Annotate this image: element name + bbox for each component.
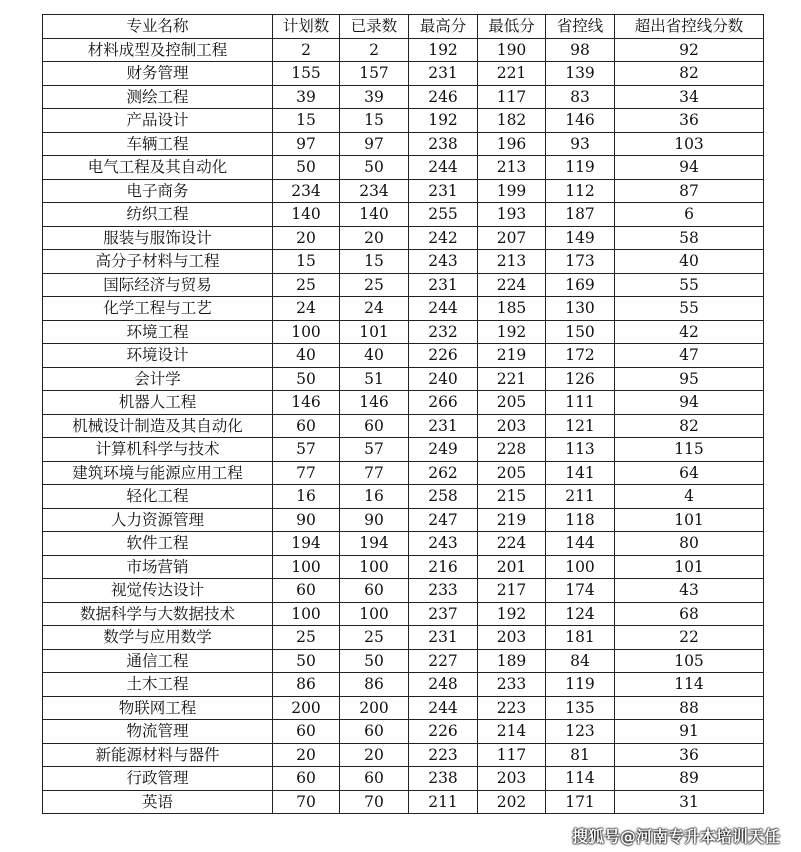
- header-min-score: 最低分: [478, 15, 546, 39]
- cell-admitted-count: 50: [340, 649, 409, 673]
- table-row: [43, 156, 764, 180]
- cell-major-name: 人力资源管理: [43, 508, 273, 532]
- cell-min-score: 215: [478, 485, 546, 509]
- cell-major-name: 英语: [43, 790, 273, 814]
- cell-provincial-line: 146: [546, 109, 615, 133]
- cell-plan-count: 15: [273, 250, 340, 274]
- cell-plan-count: 200: [273, 696, 340, 720]
- cell-provincial-line: 139: [546, 62, 615, 86]
- cell-above-line-score: 94: [615, 156, 764, 180]
- table-row: [43, 767, 764, 791]
- cell-above-line-score: 36: [615, 109, 764, 133]
- cell-above-line-score: 6: [615, 203, 764, 227]
- cell-admitted-count: 24: [340, 297, 409, 321]
- cell-provincial-line: 141: [546, 461, 615, 485]
- cell-max-score: 244: [409, 156, 478, 180]
- table-row: [43, 461, 764, 485]
- cell-max-score: 238: [409, 132, 478, 156]
- table-row: [43, 626, 764, 650]
- table-row: [43, 414, 764, 438]
- cell-admitted-count: 60: [340, 414, 409, 438]
- cell-plan-count: 24: [273, 297, 340, 321]
- header-row: [43, 15, 764, 39]
- table-row: [43, 743, 764, 767]
- cell-admitted-count: 140: [340, 203, 409, 227]
- cell-plan-count: 100: [273, 555, 340, 579]
- cell-admitted-count: 60: [340, 767, 409, 791]
- cell-above-line-score: 101: [615, 508, 764, 532]
- cell-provincial-line: 83: [546, 85, 615, 109]
- cell-max-score: 231: [409, 626, 478, 650]
- cell-provincial-line: 211: [546, 485, 615, 509]
- cell-above-line-score: 55: [615, 273, 764, 297]
- table-row: [43, 649, 764, 673]
- cell-plan-count: 86: [273, 673, 340, 697]
- cell-min-score: 190: [478, 38, 546, 62]
- header-max-score: 最高分: [409, 15, 478, 39]
- cell-plan-count: 100: [273, 320, 340, 344]
- cell-plan-count: 60: [273, 414, 340, 438]
- cell-max-score: 243: [409, 250, 478, 274]
- cell-major-name: 数学与应用数学: [43, 626, 273, 650]
- cell-provincial-line: 118: [546, 508, 615, 532]
- cell-plan-count: 60: [273, 579, 340, 603]
- cell-above-line-score: 103: [615, 132, 764, 156]
- cell-provincial-line: 135: [546, 696, 615, 720]
- table-row: [43, 297, 764, 321]
- cell-min-score: 117: [478, 85, 546, 109]
- cell-above-line-score: 42: [615, 320, 764, 344]
- cell-provincial-line: 113: [546, 438, 615, 462]
- cell-plan-count: 20: [273, 743, 340, 767]
- cell-plan-count: 25: [273, 626, 340, 650]
- cell-above-line-score: 43: [615, 579, 764, 603]
- cell-min-score: 203: [478, 767, 546, 791]
- cell-max-score: 248: [409, 673, 478, 697]
- cell-major-name: 土木工程: [43, 673, 273, 697]
- cell-min-score: 224: [478, 532, 546, 556]
- cell-provincial-line: 93: [546, 132, 615, 156]
- cell-provincial-line: 100: [546, 555, 615, 579]
- cell-max-score: 240: [409, 367, 478, 391]
- table-row: [43, 38, 764, 62]
- cell-admitted-count: 51: [340, 367, 409, 391]
- table-row: [43, 696, 764, 720]
- cell-provincial-line: 150: [546, 320, 615, 344]
- cell-provincial-line: 121: [546, 414, 615, 438]
- cell-admitted-count: 25: [340, 626, 409, 650]
- cell-major-name: 机器人工程: [43, 391, 273, 415]
- cell-major-name: 环境设计: [43, 344, 273, 368]
- table-row: [43, 391, 764, 415]
- cell-min-score: 221: [478, 367, 546, 391]
- cell-provincial-line: 173: [546, 250, 615, 274]
- cell-min-score: 203: [478, 414, 546, 438]
- table-row: [43, 367, 764, 391]
- cell-above-line-score: 40: [615, 250, 764, 274]
- cell-max-score: 216: [409, 555, 478, 579]
- cell-admitted-count: 40: [340, 344, 409, 368]
- cell-min-score: 199: [478, 179, 546, 203]
- cell-admitted-count: 60: [340, 579, 409, 603]
- cell-above-line-score: 64: [615, 461, 764, 485]
- table-row: [43, 62, 764, 86]
- cell-min-score: 205: [478, 461, 546, 485]
- cell-max-score: 192: [409, 109, 478, 133]
- table-row: [43, 85, 764, 109]
- header-above-line-score: 超出省控线分数: [615, 15, 764, 39]
- cell-min-score: 202: [478, 790, 546, 814]
- cell-above-line-score: 82: [615, 62, 764, 86]
- cell-max-score: 231: [409, 273, 478, 297]
- cell-above-line-score: 101: [615, 555, 764, 579]
- cell-min-score: 192: [478, 602, 546, 626]
- cell-admitted-count: 97: [340, 132, 409, 156]
- cell-provincial-line: 174: [546, 579, 615, 603]
- cell-admitted-count: 16: [340, 485, 409, 509]
- cell-above-line-score: 82: [615, 414, 764, 438]
- cell-admitted-count: 100: [340, 555, 409, 579]
- cell-major-name: 财务管理: [43, 62, 273, 86]
- header-provincial-line: 省控线: [546, 15, 615, 39]
- table-row: [43, 555, 764, 579]
- cell-provincial-line: 119: [546, 673, 615, 697]
- cell-admitted-count: 70: [340, 790, 409, 814]
- cell-major-name: 测绘工程: [43, 85, 273, 109]
- cell-admitted-count: 15: [340, 109, 409, 133]
- cell-above-line-score: 92: [615, 38, 764, 62]
- cell-major-name: 机械设计制造及其自动化: [43, 414, 273, 438]
- table-row: [43, 720, 764, 744]
- cell-major-name: 电子商务: [43, 179, 273, 203]
- cell-max-score: 226: [409, 720, 478, 744]
- cell-major-name: 新能源材料与器件: [43, 743, 273, 767]
- cell-major-name: 通信工程: [43, 649, 273, 673]
- cell-plan-count: 15: [273, 109, 340, 133]
- cell-above-line-score: 22: [615, 626, 764, 650]
- cell-provincial-line: 84: [546, 649, 615, 673]
- cell-max-score: 246: [409, 85, 478, 109]
- cell-plan-count: 140: [273, 203, 340, 227]
- cell-plan-count: 77: [273, 461, 340, 485]
- table-row: [43, 508, 764, 532]
- header-admitted-count: 已录数: [340, 15, 409, 39]
- cell-plan-count: 90: [273, 508, 340, 532]
- cell-provincial-line: 187: [546, 203, 615, 227]
- cell-plan-count: 16: [273, 485, 340, 509]
- cell-admitted-count: 86: [340, 673, 409, 697]
- cell-min-score: 213: [478, 156, 546, 180]
- table-row: [43, 602, 764, 626]
- cell-plan-count: 146: [273, 391, 340, 415]
- cell-major-name: 建筑环境与能源应用工程: [43, 461, 273, 485]
- cell-admitted-count: 200: [340, 696, 409, 720]
- cell-max-score: 238: [409, 767, 478, 791]
- cell-plan-count: 39: [273, 85, 340, 109]
- cell-plan-count: 60: [273, 767, 340, 791]
- cell-above-line-score: 105: [615, 649, 764, 673]
- cell-above-line-score: 115: [615, 438, 764, 462]
- cell-min-score: 221: [478, 62, 546, 86]
- cell-major-name: 物流管理: [43, 720, 273, 744]
- cell-plan-count: 97: [273, 132, 340, 156]
- cell-plan-count: 155: [273, 62, 340, 86]
- cell-provincial-line: 112: [546, 179, 615, 203]
- cell-provincial-line: 81: [546, 743, 615, 767]
- cell-max-score: 227: [409, 649, 478, 673]
- table-row: [43, 579, 764, 603]
- cell-admitted-count: 90: [340, 508, 409, 532]
- cell-provincial-line: 130: [546, 297, 615, 321]
- cell-min-score: 219: [478, 344, 546, 368]
- cell-min-score: 185: [478, 297, 546, 321]
- cell-above-line-score: 4: [615, 485, 764, 509]
- cell-above-line-score: 55: [615, 297, 764, 321]
- cell-min-score: 189: [478, 649, 546, 673]
- cell-max-score: 258: [409, 485, 478, 509]
- cell-max-score: 231: [409, 62, 478, 86]
- cell-plan-count: 20: [273, 226, 340, 250]
- cell-above-line-score: 88: [615, 696, 764, 720]
- cell-above-line-score: 34: [615, 85, 764, 109]
- table-row: [43, 485, 764, 509]
- cell-min-score: 182: [478, 109, 546, 133]
- cell-major-name: 高分子材料与工程: [43, 250, 273, 274]
- cell-provincial-line: 126: [546, 367, 615, 391]
- cell-above-line-score: 114: [615, 673, 764, 697]
- cell-above-line-score: 87: [615, 179, 764, 203]
- cell-min-score: 233: [478, 673, 546, 697]
- cell-major-name: 环境工程: [43, 320, 273, 344]
- cell-max-score: 231: [409, 414, 478, 438]
- cell-max-score: 255: [409, 203, 478, 227]
- cell-max-score: 242: [409, 226, 478, 250]
- cell-major-name: 软件工程: [43, 532, 273, 556]
- cell-plan-count: 57: [273, 438, 340, 462]
- cell-above-line-score: 68: [615, 602, 764, 626]
- cell-max-score: 266: [409, 391, 478, 415]
- cell-major-name: 会计学: [43, 367, 273, 391]
- cell-admitted-count: 194: [340, 532, 409, 556]
- cell-major-name: 纺织工程: [43, 203, 273, 227]
- cell-major-name: 化学工程与工艺: [43, 297, 273, 321]
- cell-min-score: 201: [478, 555, 546, 579]
- cell-admitted-count: 15: [340, 250, 409, 274]
- cell-above-line-score: 47: [615, 344, 764, 368]
- cell-admitted-count: 60: [340, 720, 409, 744]
- cell-min-score: 228: [478, 438, 546, 462]
- watermark: 搜狐号@河南专升本培训天任: [572, 827, 781, 846]
- cell-plan-count: 194: [273, 532, 340, 556]
- cell-admitted-count: 146: [340, 391, 409, 415]
- cell-min-score: 224: [478, 273, 546, 297]
- cell-min-score: 214: [478, 720, 546, 744]
- cell-admitted-count: 101: [340, 320, 409, 344]
- cell-plan-count: 50: [273, 367, 340, 391]
- cell-major-name: 视觉传达设计: [43, 579, 273, 603]
- cell-major-name: 产品设计: [43, 109, 273, 133]
- admission-score-table: [42, 14, 764, 814]
- cell-major-name: 行政管理: [43, 767, 273, 791]
- table-row: [43, 273, 764, 297]
- cell-major-name: 服装与服饰设计: [43, 226, 273, 250]
- cell-admitted-count: 39: [340, 85, 409, 109]
- cell-admitted-count: 157: [340, 62, 409, 86]
- table-row: [43, 344, 764, 368]
- cell-min-score: 117: [478, 743, 546, 767]
- cell-max-score: 226: [409, 344, 478, 368]
- cell-provincial-line: 169: [546, 273, 615, 297]
- cell-provincial-line: 172: [546, 344, 615, 368]
- cell-admitted-count: 25: [340, 273, 409, 297]
- cell-max-score: 244: [409, 696, 478, 720]
- cell-max-score: 249: [409, 438, 478, 462]
- cell-provincial-line: 114: [546, 767, 615, 791]
- cell-plan-count: 100: [273, 602, 340, 626]
- cell-above-line-score: 58: [615, 226, 764, 250]
- table-row: [43, 673, 764, 697]
- cell-plan-count: 2: [273, 38, 340, 62]
- cell-above-line-score: 91: [615, 720, 764, 744]
- cell-plan-count: 50: [273, 649, 340, 673]
- cell-above-line-score: 36: [615, 743, 764, 767]
- cell-plan-count: 234: [273, 179, 340, 203]
- cell-major-name: 物联网工程: [43, 696, 273, 720]
- cell-provincial-line: 181: [546, 626, 615, 650]
- cell-plan-count: 50: [273, 156, 340, 180]
- table-row: [43, 179, 764, 203]
- cell-admitted-count: 100: [340, 602, 409, 626]
- cell-above-line-score: 31: [615, 790, 764, 814]
- table-row: [43, 790, 764, 814]
- cell-admitted-count: 20: [340, 743, 409, 767]
- cell-major-name: 国际经济与贸易: [43, 273, 273, 297]
- cell-max-score: 243: [409, 532, 478, 556]
- header-plan-count: 计划数: [273, 15, 340, 39]
- cell-min-score: 192: [478, 320, 546, 344]
- table-row: [43, 109, 764, 133]
- cell-provincial-line: 98: [546, 38, 615, 62]
- cell-major-name: 电气工程及其自动化: [43, 156, 273, 180]
- cell-major-name: 市场营销: [43, 555, 273, 579]
- cell-max-score: 223: [409, 743, 478, 767]
- cell-provincial-line: 124: [546, 602, 615, 626]
- table-row: [43, 532, 764, 556]
- cell-provincial-line: 111: [546, 391, 615, 415]
- cell-min-score: 205: [478, 391, 546, 415]
- cell-admitted-count: 77: [340, 461, 409, 485]
- table-row: [43, 132, 764, 156]
- cell-admitted-count: 2: [340, 38, 409, 62]
- cell-max-score: 233: [409, 579, 478, 603]
- cell-min-score: 203: [478, 626, 546, 650]
- cell-plan-count: 60: [273, 720, 340, 744]
- cell-max-score: 192: [409, 38, 478, 62]
- cell-major-name: 材料成型及控制工程: [43, 38, 273, 62]
- table-row: [43, 320, 764, 344]
- cell-plan-count: 40: [273, 344, 340, 368]
- cell-above-line-score: 94: [615, 391, 764, 415]
- cell-min-score: 223: [478, 696, 546, 720]
- table-row: [43, 438, 764, 462]
- cell-above-line-score: 89: [615, 767, 764, 791]
- cell-provincial-line: 171: [546, 790, 615, 814]
- cell-min-score: 213: [478, 250, 546, 274]
- cell-major-name: 数据科学与大数据技术: [43, 602, 273, 626]
- table-row: [43, 250, 764, 274]
- cell-min-score: 219: [478, 508, 546, 532]
- cell-max-score: 247: [409, 508, 478, 532]
- cell-major-name: 计算机科学与技术: [43, 438, 273, 462]
- cell-provincial-line: 144: [546, 532, 615, 556]
- cell-major-name: 轻化工程: [43, 485, 273, 509]
- cell-max-score: 231: [409, 179, 478, 203]
- cell-admitted-count: 20: [340, 226, 409, 250]
- cell-max-score: 244: [409, 297, 478, 321]
- cell-major-name: 车辆工程: [43, 132, 273, 156]
- cell-provincial-line: 149: [546, 226, 615, 250]
- cell-max-score: 232: [409, 320, 478, 344]
- cell-plan-count: 25: [273, 273, 340, 297]
- cell-max-score: 211: [409, 790, 478, 814]
- cell-max-score: 237: [409, 602, 478, 626]
- table-row: [43, 226, 764, 250]
- cell-admitted-count: 50: [340, 156, 409, 180]
- cell-above-line-score: 80: [615, 532, 764, 556]
- cell-admitted-count: 57: [340, 438, 409, 462]
- cell-min-score: 193: [478, 203, 546, 227]
- cell-provincial-line: 123: [546, 720, 615, 744]
- cell-plan-count: 70: [273, 790, 340, 814]
- header-major-name: 专业名称: [43, 15, 273, 39]
- cell-min-score: 196: [478, 132, 546, 156]
- cell-min-score: 207: [478, 226, 546, 250]
- cell-provincial-line: 119: [546, 156, 615, 180]
- cell-max-score: 262: [409, 461, 478, 485]
- table-row: [43, 203, 764, 227]
- cell-above-line-score: 95: [615, 367, 764, 391]
- cell-min-score: 217: [478, 579, 546, 603]
- cell-admitted-count: 234: [340, 179, 409, 203]
